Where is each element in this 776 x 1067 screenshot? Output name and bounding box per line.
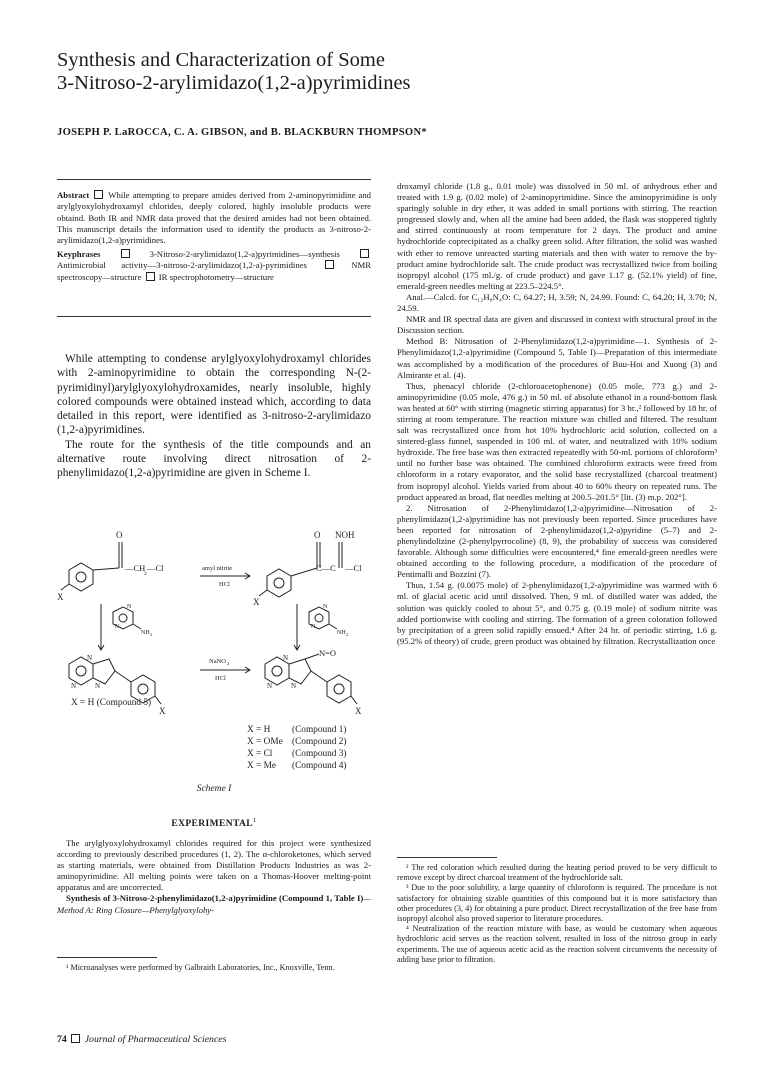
compound-x-value: X = H (247, 725, 271, 735)
footnote-rule-left (57, 957, 157, 958)
n-label: N (291, 682, 297, 690)
right-paragraph: Thus, phenacyl chloride (2-chloroacetophenone) (0.05 mole, 773 g.) and 2-aminopyrimidine (0.05 mole, 476 g.) in 50 ml. of absolute ethanol in a round-bottom flask was heated at 60° with stirring (magnetic stirring apparatus) for 3 hr.,² followed by 18 hr. of stirring at room temperature. The reaction mixture was chilled and filtered. The resultant salt was recrystallized once from hot 10% hydrochloric acid solution, collected on a sintered-glass funnel, suspended in 100 ml. of water, and neutralized with 10% sodium hydroxide. The free base was then extracted repeatedly with 50-ml. portions of chloroform³ until no further base was obtained. The combined chloroform extracts were freed from chloroform in a rotary evaporator, and the solid base recrystallized (charcoal treatment) from isopropyl alcohol. Yields varied from about 40 to 60% theory on repeated runs. The product appeared as broad, flat needles melting at 200.5–201.5° [lit. (3) m.p. 202°]. (397, 380, 717, 502)
experimental-heading (57, 817, 371, 829)
footnote-1 (57, 963, 371, 973)
experimental-paragraph (57, 893, 371, 915)
n-label: N (323, 604, 328, 610)
nh2-label: NH (141, 630, 150, 636)
authors: JOSEPH P. LaROCCA, C. A. GIBSON, and B. BLACKBURN THOMPSON* (57, 127, 428, 138)
journal-name: Journal of Pharmaceutical Sciences (84, 1034, 227, 1045)
right-paragraph: droxamyl chloride (1.8 g., 0.01 mole) was dissolved in 50 ml. of anhydrous ether and treated with 1.9 g. (0.02 mole) of 2-aminopyrimidine. Since the aminopyrimidine is only sparingly soluble in dry ether, it was added in small portions with stirring. The reaction progressed slowly and, when all the amine had been added, the flask was stoppered tightly and stirred continuously at room temperature for 2 days. The product and amine hydrochloride coprecipitated as a chalky green solid. After filtration, the solid was washed with ether to remove unreacted starting materials and then with water to remove the by-product amine hydrochloride salt. The crude product was recrystallized twice from boiling isopropyl alcohol (175 ml./g. of crude product) and gave 1.17 g. (52.1% yield) of fine, emerald-green needles melting at 223.5–224.5°. (397, 181, 717, 291)
reagent-amyl-nitrite: amyl nitrite (202, 565, 233, 572)
reagent-nano2: NaNO (209, 658, 226, 665)
keyphrase-item: Antimicrobial activity—3-nitroso-2-arylimidazo(1,2-a)-pyrimidines (57, 260, 307, 271)
box-icon (94, 190, 103, 199)
compound-name: (Compound 4) (292, 761, 347, 771)
aminopyrimidine-reagent-left (98, 604, 152, 650)
paper-title (57, 49, 717, 95)
ch2-label: —CH (125, 563, 146, 573)
abstract-text: While attempting to prepare amides derived from 2-aminopyrimidine and arylglyoxylohydroxamyl chlorides, deeply colored, highly insoluble products were obtaind. Both IR and NMR data proved that the desired amides had not been obtained. This manuscript details the information used to identify the products as 3-nitroso-2-arylimidazo(1,2-a)pyrimidines. (57, 190, 372, 246)
n-label: N (267, 682, 273, 690)
abstract-top-rule (57, 179, 371, 180)
experimental-paragraph: The arylglyoxylohydroxamyl chlorides required for this project were synthesized according to previously described procedures (1, 2). The α-chloroketones, which served as starting materials, were obtained from Distillation Products Industries as was 2-aminopyrimidine. All melting points were taken on a Thomas-Hoover melting-point apparatus and are uncorrected. (57, 838, 371, 893)
keyphrase-item: NMR spectroscopy—structure (57, 260, 372, 282)
n-label: N (311, 624, 316, 630)
n-label: N (283, 654, 289, 662)
experimental-text (57, 838, 371, 916)
reagent-hcl-bottom: HCl (215, 675, 226, 682)
x-label: X (57, 592, 64, 602)
footnote-text: ⁴ Neutralization of the reaction mixture with base, as would be customary when aqueous hydrochloric acid serves as the reaction solvent, resulted in loss of the nitroso group in early experiments. The use of aqueous acetic acid as the reaction solvent circumvents the necessity of adding base prior to filtration. (397, 924, 717, 964)
experimental-heading-footnote-ref: 1 (253, 817, 257, 824)
reagent-nano2-subscript: 2 (227, 661, 230, 666)
n-label: N (115, 624, 120, 630)
cl-label: —Cl (345, 563, 362, 573)
right-paragraph: 2. Nitrosation of 2-Phenylimidazo(1,2-a)pyrimidine—Nitrosation of 2-phenylimidazo(1,2-a)pyrimidine has not previously been reported. Since procedures have been reported for nitrosation of 2-phenylimidazo(1,2-a)pyridine (5–7) and 2-phenylindolizine (2-phenylpyrrocoline) (8, 9), the probability of success was considered favorable. Although some difficulties were encountered,⁴ fine emerald-green needles were obtained according to the following procedure, a modification of the procedure of Pentimalli and Bozzini (7). (397, 502, 717, 580)
nitroso-product-structure (265, 648, 362, 716)
keyphrases-label: Keyphrases (57, 249, 101, 259)
abstract-bottom-rule (57, 316, 371, 317)
intro-paragraph: While attempting to condense arylglyoxylohydroxamyl chlorides with 2-aminopyrimidine to obtain the corresponding N-(2-pyrimidinyl)arylglyoxylohydroxamides, nearly insoluble, highly colored compounds were obtained instead which, according to data detailed in this report, were identified as 3-nitroso-2-arylimidazo (1,2-a)pyrimidines. (57, 353, 371, 437)
scheme-diagram (57, 528, 371, 808)
chloroketone-structure (57, 530, 164, 602)
abstract-label: Abstract (57, 190, 90, 200)
x-label: X (253, 597, 260, 607)
right-column-text (397, 181, 717, 647)
compound-5-label: X = H (Compound 5) (71, 698, 152, 708)
box-icon (360, 249, 369, 258)
title-line-1: Synthesis and Characterization of Some (57, 49, 385, 71)
title-line-2: 3-Nitroso-2-arylimidazo(1,2-a)pyrimidines (57, 72, 411, 94)
keyphrase-item: IR spectrophotometry—structure (158, 271, 274, 282)
introduction (57, 352, 371, 481)
scheme-figure (57, 528, 371, 808)
c-c-label: C—C (316, 563, 336, 573)
n-label: N (127, 604, 132, 610)
footnote-text: ³ Due to the poor solubility, a large quantity of chloroform is required. The procedure is not satisfactory for obtaining sizable quantities of this compound but it is more satisfactory than other procedures (3, 4) for obtaining a pure product. Direct recrystallization of the free base from isopropyl alcohol also proved superior to literature procedures. (397, 883, 717, 924)
reaction-arrow-top (200, 565, 250, 588)
box-icon (121, 249, 130, 258)
right-paragraph: Method B: Nitrosation of 2-Phenylimidazo(1,2-a)pyrimidine—1. Synthesis of 2-Phenylimidazo(1,2-a)pyrimidine (Compound 5, Table I)—Preparation of this intermediate was accomplished by a modification of the procedures of Buu-Hoi and Xuong (3) and Almirante et al. (4). (397, 336, 717, 380)
nh2-subscript: 2 (150, 632, 153, 637)
n-label: N (71, 682, 77, 690)
compound-x-value: X = OMe (247, 737, 283, 747)
carbonyl-o-label: O (116, 530, 123, 540)
method-a-label: —Method A: Ring Closure—Phenylglyoxylohy- (57, 893, 371, 915)
compound-x-value: X = Me (247, 761, 276, 771)
synthesis-heading: Synthesis of 3-Nitroso-2-phenylimidazo(1,2-a)pyrimidine (Compound 1, Table I) (66, 893, 364, 904)
footnote-text: ¹ Microanalyses were performed by Galbraith Laboratories, Inc., Knoxville, Tenn. (66, 963, 335, 972)
compound-list (247, 724, 347, 771)
footnotes-right (397, 863, 717, 965)
hydroxamyl-chloride-structure (253, 530, 362, 607)
page-number: 74 (57, 1034, 67, 1045)
box-icon (325, 260, 334, 269)
compound-name: (Compound 2) (292, 737, 347, 747)
experimental-heading-text: EXPERIMENTAL (171, 819, 254, 830)
reaction-arrow-bottom (200, 658, 250, 682)
right-paragraph: Thus, 1.54 g. (0.0075 mole) of 2-phenylimidazo(1,2-a)pyrimidine was warmed with 6 ml. of glacial acetic acid until dissolved. Then, 9 ml. of distilled water was added, the solution was quickly cooled to about 5°, and 0.75 g. (0.19 mole) of sodium nitrite was added portionwise with cooling and stirring. The formation of a green coloration followed by precipitation of a green solid rapidly ensued.⁴ After 24 hr. of periodic stirring, 1.6 g. (95.2% of theory) of crude, green product was obtained by filtration. Recrystallization once (397, 580, 717, 646)
nitroso-label: N=O (319, 648, 337, 658)
n-label: N (95, 682, 101, 690)
cl-label: —Cl (147, 563, 164, 573)
right-paragraph: NMR and IR spectral data are given and discussed in context with structural proof in the Discussion section. (397, 314, 717, 336)
compound-name: (Compound 3) (292, 749, 347, 759)
intro-paragraph: The route for the synthesis of the title compounds and an alternative route involving direct nitrosation of 2-phenylimidazo(1,2-a)pyrimidine are given in Scheme I. (57, 438, 371, 480)
compound-x-value: X = Cl (247, 749, 273, 759)
noh-label: NOH (335, 530, 355, 540)
keyphrase-item: 3-Nitroso-2-arylimidazo(1,2-a)pyrimidines—synthesis (149, 249, 340, 259)
nh2-label: NH (337, 630, 346, 636)
box-icon (146, 272, 155, 281)
abstract (57, 190, 371, 246)
n-label: N (87, 654, 93, 662)
aminopyrimidine-reagent-right (294, 604, 348, 650)
nh2-subscript: 2 (346, 632, 349, 637)
keyphrases (57, 249, 371, 283)
box-icon (71, 1034, 80, 1043)
scheme-caption: Scheme I (196, 784, 232, 794)
x-label: X (159, 706, 166, 716)
ch2-subscript: 2 (144, 571, 147, 577)
x-label: X (355, 706, 362, 716)
reagent-hcl-top: HCl (219, 581, 230, 588)
compound-name: (Compound 1) (292, 725, 347, 735)
right-paragraph: Anal.—Calcd. for C₁₂H₈N₄O: C, 64.27; H, 3.59; N, 24.99. Found: C, 64.20; H, 3.70; N, 24.59. (397, 291, 717, 314)
page-footer (57, 1034, 226, 1045)
footnote-rule-right (397, 857, 497, 858)
carbonyl-o-label: O (314, 530, 321, 540)
footnote-text: ² The red coloration which resulted during the heating period proved to be very difficult to remove except by direct charcoal treatment of the hydrochloride salt. (397, 863, 717, 883)
